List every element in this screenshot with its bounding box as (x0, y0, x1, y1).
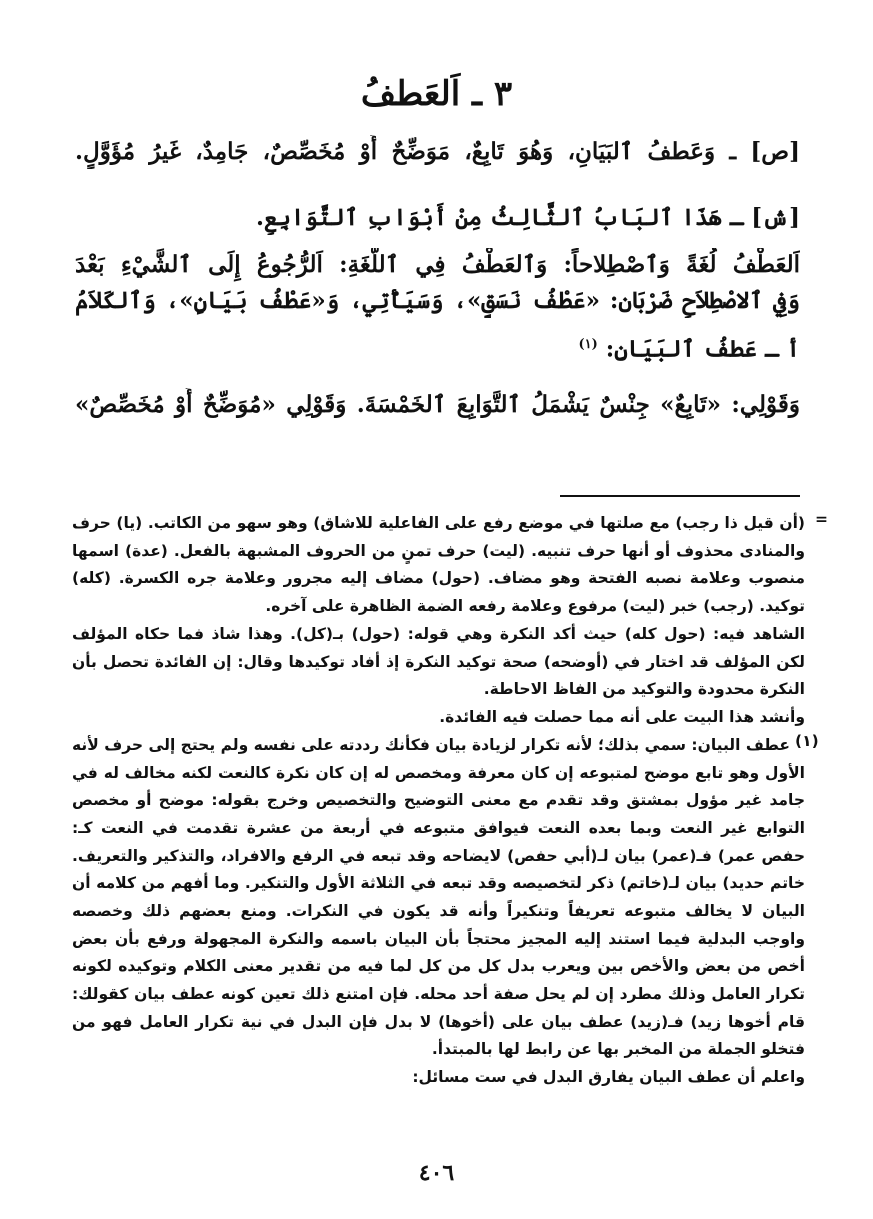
footnote-line: واعلم أن عطف البيان يفارق البدل في ست مسائل: (412, 1068, 805, 1086)
footnote-line: النكرة محدودة والتوكيد من الفاظ الاحاطة. (483, 680, 805, 698)
body-line: وَقَوْلِي: «تَابِعٌ» جِنْسٌ يَشْمَلُ ٱلتَّوَابِعَ ٱلخَمْسَةَ. وَقَوْلِي «مُوَضِّحٌ أَوْ مُخَصِّصٌ» (75, 391, 800, 418)
footnote-line: الأول وهو تابع موضح لمتبوعه إن كان معرفة ومخصص له إن كان نكرة كالنعت لكنه مخالف له في (72, 764, 805, 782)
footnote-line: البيان لا يخالف متبوعه تعريفاً وتنكيراً وأنه قد يكون في النكرات. ومنع بعضهم ذلك وخصصه (72, 902, 805, 920)
footnote-line: حفص عمر) فـ(عمر) بيان لـ(أبي حفص) لايضاحه وقد تبعه في الرفع والافراد، والتذكير والتعريف. (72, 847, 805, 865)
footnote-line: جامد غير مؤول بمشتق وقد تقدم مع معنى التوضيح والتخصيص وخرج بقوله: موضح أو مخصص (72, 791, 805, 809)
sharh-intro-line: [ش] ـ هَذَا ٱلبَابُ ٱلثَّالِثُ مِنْ أَبْوَابِ ٱلتَّوَابِعِ. (255, 204, 800, 231)
footnote-line: وأنشد هذا البيت على أنه مما حصلت فيه الفائدة. (439, 708, 805, 726)
subheading-text: أ ـ عَطفُ ٱلبَيَانِ: (605, 335, 800, 362)
footnote-line: واوجب البدلية فيما استند إليه المجيز محتجاً بأن البيان باسمه والنكرة المجهولة ورفع بأن بعض (72, 930, 805, 948)
subheading (75, 328, 800, 362)
footnote-separator (560, 495, 800, 497)
footnote-line: قام أخوها زيد) فـ(زيد) عطف بيان على (أخوها) لا بدل فإن البدل في نية تكرار العامل فهو من (72, 1013, 805, 1031)
footnote-line: الشاهد فيه: (حول كله) حيث أكد النكرة وهي قوله: (حول) بـ(كل). وهذا شاذ فما حكاه المؤلف (72, 625, 805, 643)
section-title: ٣ ـ اَلعَطفُ (360, 74, 513, 114)
footnote-line: توكيد. (رجب) خبر (ليت) مرفوع وعلامة رفعه الضمة الظاهرة على آخره. (265, 597, 805, 615)
footnote-line: أخص من بعض والأخص بين ويعرب بدل كل من كل لما فيه من تقدير معنى الكلام وتوكيده لكونه (72, 957, 805, 975)
body-line: وَفِي ٱلاصْطِلاَحِ ضَرْبَان: «عَطْفُ نَسَقٍ»، وَسَيَأْتِي، وَ«عَطْفُ بَيَانٍ»، وَٱلكَلاَمُ (75, 287, 800, 314)
footnote-line: التوابع غير النعت وبما بعده النعت فيوافق متبوعه في أربعة من عشرة تقدمت في النعت كـ: (72, 819, 805, 837)
footnote-line: (أن قيل ذا رجب) مع صلتها في موضع رفع على الفاعلية للاشاق) وهو سهو من الكاتب. (يا) حرف (72, 514, 805, 532)
matn-line: [ص] ـ وَعَطفُ ٱلبَيَانِ، وَهُوَ تَابِعٌ، مَوَضِّحٌ أَوْ مُخَصِّصٌ، جَامِدٌ، غَيرُ مُؤَوَّلٍ. (75, 138, 800, 165)
footnote-line: خاتم حديد) بيان لـ(خاتم) ذكر لتخصيصه وقد تبعه في الثلاثة الأول والتنكير. وما أفهم من كلامه أن (72, 874, 805, 892)
page-number: ٤٠٦ (418, 1160, 455, 1186)
continuation-marker: = (815, 510, 828, 528)
footnote-line: منصوب وعلامة نصبه الفتحة وهو مضاف. (حول) مضاف إليه مجرور وعلامة جره الكسرة. (كله) (72, 569, 805, 587)
footnote-line: لكن المؤلف قد اختار في (أوضحه) صحة توكيد النكرة إذ أفاد توكيدها وقال: إن الفائدة تحصل بأن (72, 653, 805, 671)
footnote-line: عطف البيان: سمي بذلك؛ لأنه تكرار لزيادة بيان فكأنك رددته على نفسه ولم يحتج إلى حرف لأنه (72, 736, 790, 754)
body-line: اَلعَطْفُ لُغَةً وَٱصْطِلاحاً: وَٱلعَطْفُ فِي ٱللُّغَةِ: اَلرُّجُوعُ إِلَى ٱلشَّيْءِ بَعْدَ (75, 251, 800, 278)
footnote-line: والمنادى محذوف أو أنها حرف تنبيه. (ليت) حرف تمنٍ من الحروف المشبهة بالفعل. (عدة) اسمها (72, 542, 805, 560)
footnote-line: تكرار العامل وذلك مطرد إن لم يحل صفة أحد محله. فإن امتنع ذلك تعين كونه عطف بيان كقولك: (72, 985, 805, 1003)
footnote-1-marker: (١) (795, 732, 819, 750)
footnote-ref[interactable]: (١) (578, 337, 598, 352)
footnote-line: فتخلو الجملة من المخبر بها عن رابط لها بالمبتدأ. (431, 1040, 805, 1058)
